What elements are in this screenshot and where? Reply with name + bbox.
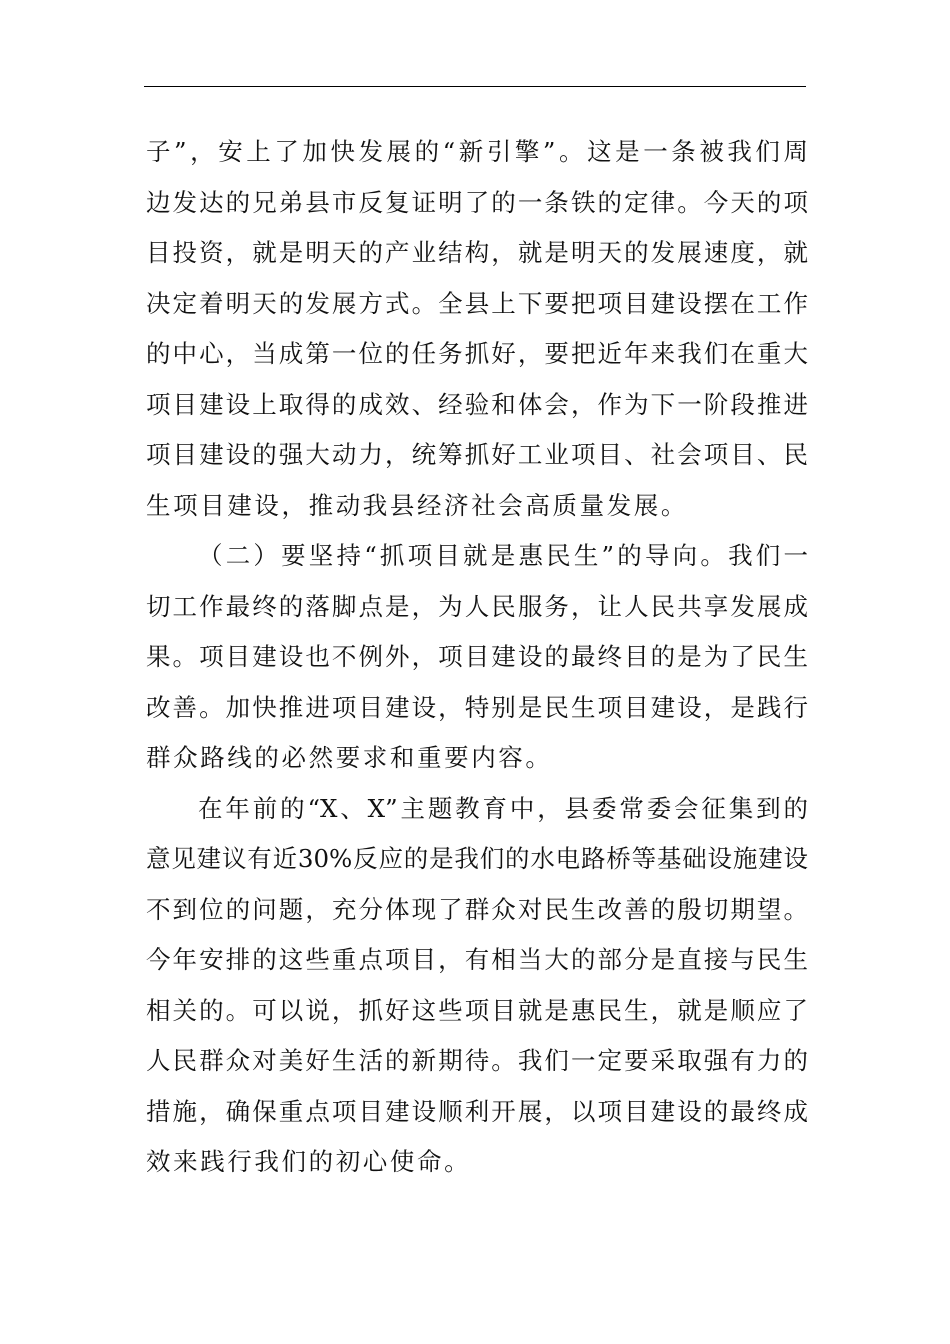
body-text (146, 127, 808, 1188)
paragraph-3-line-8: 效来践行我们的初心使命。 (146, 1147, 472, 1176)
paragraph-3-line-7: 措施，确保重点项目建设顺利开展，以项目建设的最终成 (146, 1096, 808, 1126)
paragraph-1-line-6: 项目建设上取得的成效、经验和体会，作为下一阶段推进 (146, 389, 808, 419)
paragraph-3-line-4: 今年安排的这些重点项目，有相当大的部分是直接与民生 (146, 945, 808, 974)
paragraph-1-line-2: 边发达的兄弟县市反复证明了的一条铁的定律。今天的项 (146, 187, 808, 217)
paragraph-2-line-4: 改善。加快推进项目建设，特别是民生项目建设，是践行 (146, 692, 808, 722)
paragraph-2-line-3: 果。项目建设也不例外，项目建设的最终目的是为了民生 (146, 642, 808, 671)
paragraph-2-line-5: 群众路线的必然要求和重要内容。 (146, 743, 553, 772)
paragraph-3-line-3: 不到位的问题，充分体现了群众对民生改善的殷切期望。 (146, 894, 808, 924)
paragraph-3-line-5: 相关的。可以说，抓好这些项目就是惠民生，就是顺应了 (146, 995, 808, 1025)
header-rule (144, 86, 806, 87)
paragraph-1-line-7: 项目建设的强大动力，统筹抓好工业项目、社会项目、民 (146, 440, 808, 469)
paragraph-1-line-3: 目投资，就是明天的产业结构，就是明天的发展速度，就 (146, 238, 808, 267)
paragraph-3-line-2: 意见建议有近30%反应的是我们的水电路桥等基础设施建设 (146, 844, 808, 873)
paragraph-2-line-2: 切工作最终的落脚点是，为人民服务，让人民共享发展成 (146, 591, 808, 621)
paragraph-2-line-1: （二）要坚持“抓项目就是惠民生”的导向。我们一 (198, 541, 808, 570)
paragraph-1-line-5: 的中心，当成第一位的任务抓好，要把近年来我们在重大 (146, 339, 808, 368)
paragraph-1-line-1: 子”，安上了加快发展的“新引擎”。这是一条被我们周 (146, 137, 808, 166)
paragraph-1-line-8: 生项目建设，推动我县经济社会高质量发展。 (146, 490, 688, 520)
paragraph-3-line-6: 人民群众对美好生活的新期待。我们一定要采取强有力的 (146, 1046, 808, 1075)
paragraph-1-line-4: 决定着明天的发展方式。全县上下要把项目建设摆在工作 (146, 288, 808, 318)
paragraph-3-line-1: 在年前的“X、X”主题教育中，县委常委会征集到的 (198, 793, 808, 823)
